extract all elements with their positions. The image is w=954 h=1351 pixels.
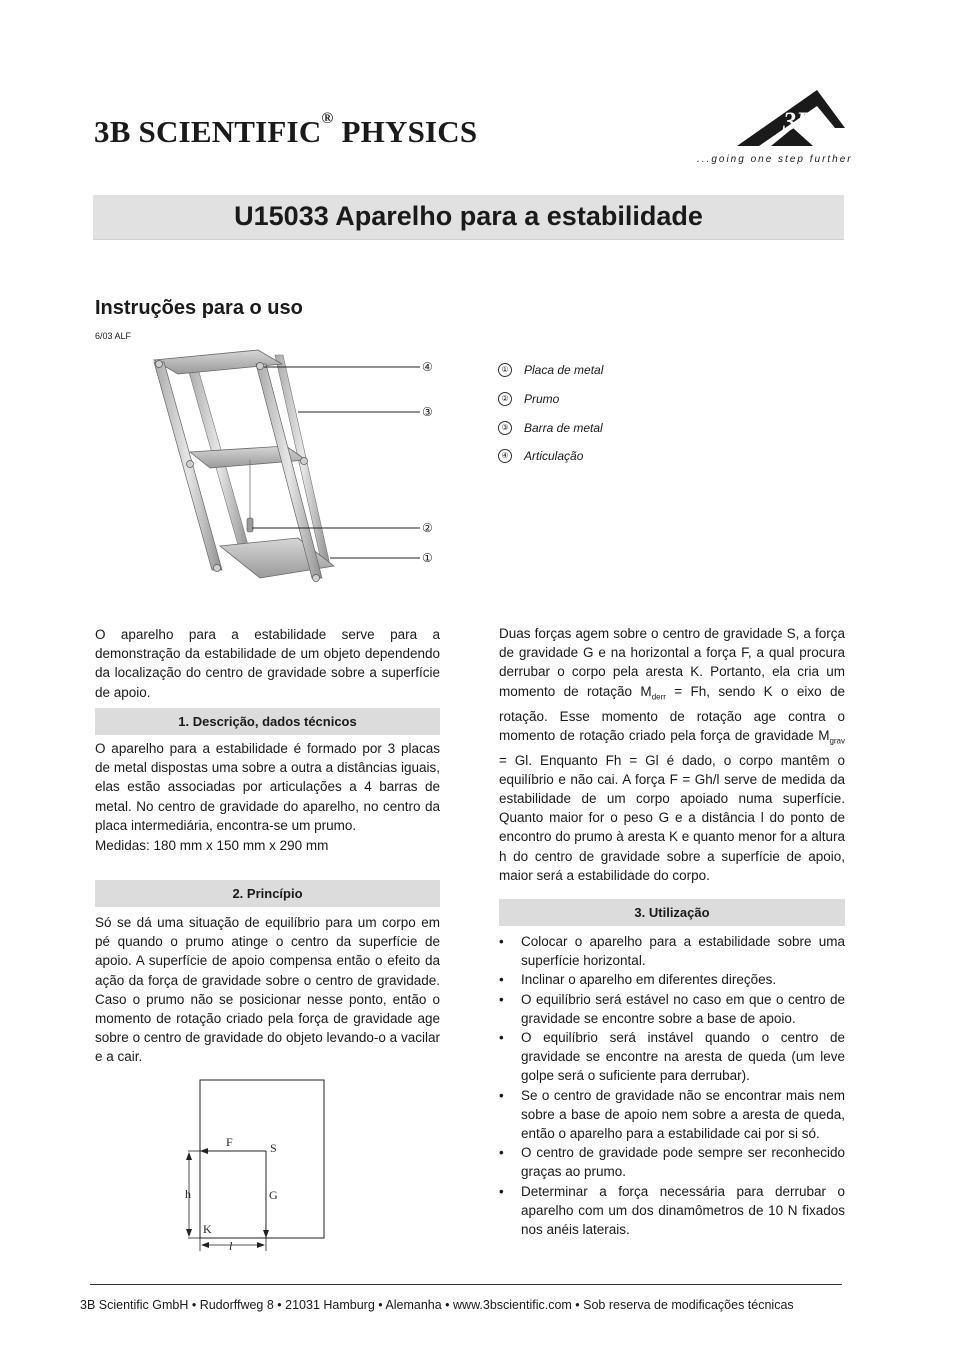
legend-label: Placa de metal [524, 363, 604, 378]
label-F: F [226, 1135, 233, 1149]
brand-main: 3B SCIENTIFIC [94, 114, 322, 149]
document-code: 6/03 ALF [95, 331, 132, 341]
label-l: l [229, 1239, 233, 1253]
list-item: • Colocar o aparelho para a estabilidade sobre uma superfície horizontal. [499, 932, 845, 970]
legend-number: ④ [498, 449, 512, 463]
list-item: • O equilíbrio será estável no caso em que o centro de gravidade se encontre sobre a base de apoio. [499, 990, 845, 1028]
legend-item [498, 385, 603, 414]
legend-label: Prumo [524, 392, 560, 407]
principle-paragraph: Só se dá uma situação de equilíbrio para um corpo em pé quando o prumo atinge o centro da superfície de apoio. A superfície de apoio compensa então o efeito da ação da força de gravidade sobre o centro de gravidade. Caso o prumo não se posicionar nesse ponto, então o momento de rotação criado pela força de gravidade age sobre o centro de gravidade do objeto levando-o a vacilar e a cair. [95, 915, 440, 1065]
legend-number: ① [498, 363, 512, 377]
legend-label: Barra de metal [524, 420, 603, 435]
section-heading-principle: 2. Princípio [95, 880, 440, 907]
brand-title [94, 110, 478, 150]
legend-item [498, 356, 603, 385]
logo-text: 3B [783, 107, 814, 136]
title-bar [93, 195, 844, 240]
forces-paragraph [499, 624, 845, 885]
callout-4: ④ [422, 360, 433, 374]
forces-text-part3: = Gl. Enquanto Fh = Gl é dado, o corpo mantêm o equilíbrio e não cai. A força F = Gh/l serve de medida da estabilidade de um corpo apoiado numa superfície. Quanto maior for o peso G e a distância l do ponto de encontro do prumo à aresta K e quanto menor for a altura h do centro de gravidade sobre a superfície de apoio, maior será a estabilidade do corpo. [499, 752, 845, 883]
section-heading-usage: 3. Utilização [499, 899, 845, 926]
apparatus-illustration [140, 340, 440, 590]
label-G: G [269, 1188, 278, 1202]
list-item: • O centro de gravidade pode sempre ser reconhecido graças ao prumo. [499, 1143, 845, 1181]
tagline: ...going one step further [697, 154, 853, 165]
forces-text-part1: Duas forças agem sobre o centro de gravidade S, a força de gravidade G e na horizontal a força F, a qual procura derrubar o corpo pela aresta K. Portanto, ela cria um momento de rotação M [499, 626, 845, 699]
brand-tail: PHYSICS [341, 114, 478, 149]
legend-number: ② [498, 392, 512, 406]
label-h: h [185, 1187, 191, 1201]
callout-2: ② [422, 521, 433, 535]
footer-text: 3B Scientific GmbH • Rudorffweg 8 • 21031 Hamburg • Alemanha • www.3bscientific.com • Sob reserva de modificações técnicas [80, 1298, 794, 1312]
callout-1: ① [422, 551, 433, 565]
label-K: K [203, 1222, 212, 1236]
subscript-derr: derr [651, 692, 666, 702]
subscript-grav: grav [829, 736, 845, 746]
list-item: • Determinar a força necessária para derrubar o aparelho com um dos dinamômetros de 10 N fixados nos anéis laterais. [499, 1182, 845, 1240]
force-diagram [180, 1075, 330, 1253]
legend-label: Articulação [524, 449, 584, 464]
legend-number: ③ [498, 421, 512, 435]
list-item: • O equilíbrio será instável quando o centro de gravidade se encontre na aresta de queda (um leve golpe será o suficiente para derrubar). [499, 1028, 845, 1086]
footer-divider [90, 1284, 842, 1285]
page-title: U15033 Aparelho para a estabilidade [234, 201, 703, 231]
callout-3: ③ [422, 405, 433, 419]
3b-logo [735, 88, 847, 148]
registered-mark: ® [321, 110, 334, 127]
legend-item [498, 413, 603, 442]
intro-paragraph: O aparelho para a estabilidade serve para a demonstração da estabilidade de um objeto dependendo da localização do centro de gravidade sobre a superfície de apoio. [95, 627, 440, 700]
label-S: S [270, 1141, 277, 1155]
list-item: • Se o centro de gravidade não se encontrar mais nem sobre a base de apoio nem sobre a aresta de queda, então o aparelho para a estabilidade cai por si só. [499, 1086, 845, 1144]
usage-list [499, 932, 845, 1239]
subtitle: Instruções para o uso [95, 297, 303, 319]
legend-item [498, 442, 603, 471]
list-item: • Inclinar o aparelho em diferentes direções. [499, 970, 845, 989]
figure-legend [498, 356, 603, 471]
forces-text-part2: = Fh, sendo K o eixo de rotação. Esse momento de rotação age contra o momento de rotação criado pela força de gravidade M [499, 683, 845, 743]
description-paragraph: O aparelho para a estabilidade é formado por 3 placas de metal dispostas uma sobre a outra a distâncias iguais, elas estão associadas por articulações a 4 barras de metal. No centro de gravidade do aparelho, no centro da placa intermediária, encontra-se um prumo. [95, 741, 440, 833]
measures-text: Medidas: 180 mm x 150 mm x 290 mm [95, 838, 329, 853]
section-heading-description: 1. Descrição, dados técnicos [95, 708, 440, 735]
